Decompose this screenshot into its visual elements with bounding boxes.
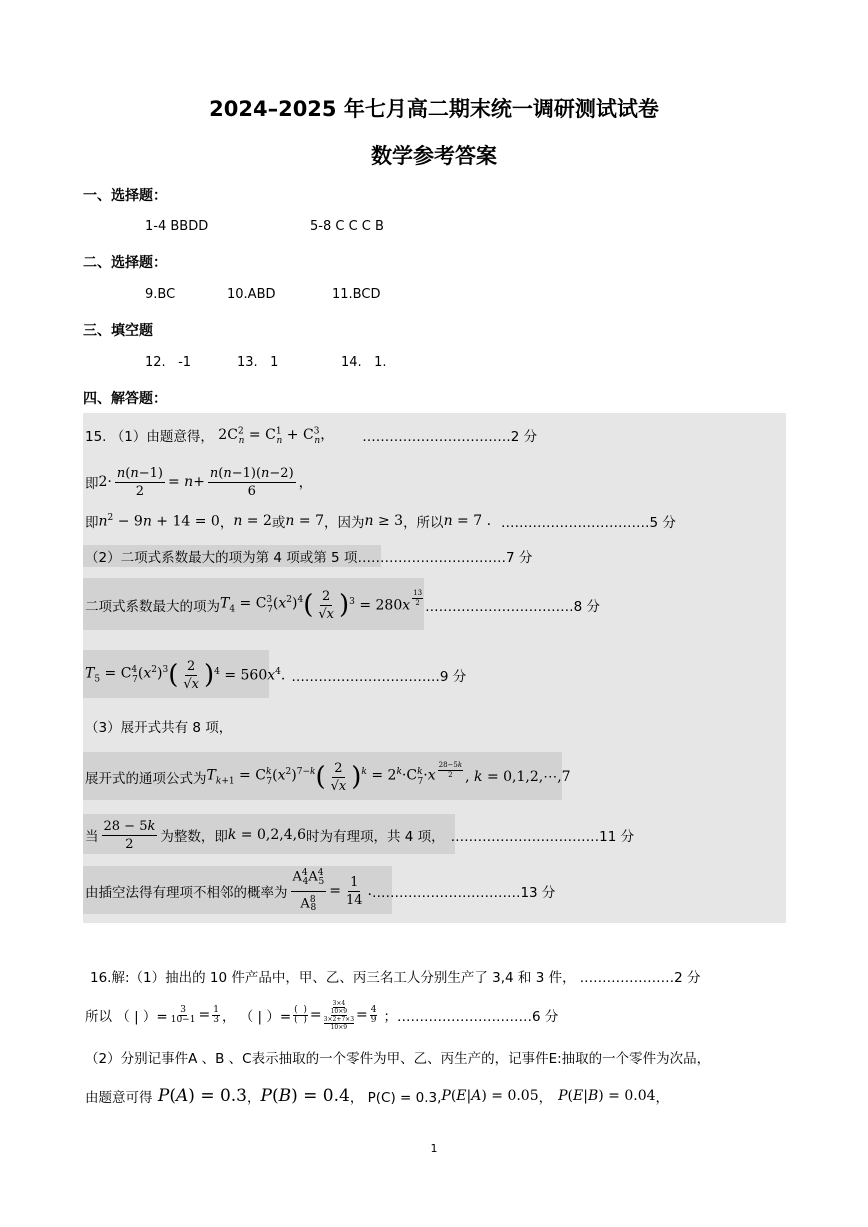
math: ): [204, 660, 215, 690]
math: $^4 = 560x^4$.: [214, 666, 286, 684]
solution-line: [85, 1083, 669, 1109]
score-marker: ……………………………9 分: [291, 669, 467, 685]
page-number: 1: [430, 1142, 438, 1155]
math: = n+: [167, 474, 205, 490]
score-marker: ；…………………………6 分: [383, 1009, 559, 1025]
answer-item: 5-8 C C C B: [310, 219, 384, 234]
math: n = 7: [285, 513, 324, 529]
page-subtitle: 数学参考答案: [371, 144, 497, 168]
math: $T_5 = C^4_7(x^2)^3$: [85, 665, 169, 685]
solution-line: [85, 997, 558, 1033]
math: n = 7 .: [443, 513, 492, 529]
solution-line: [85, 754, 571, 800]
math: (: [315, 762, 326, 792]
math-fraction: $\frac{n(n-1)(n-2)}{6}$: [209, 465, 294, 499]
text: 时为有理项，共 4 项，: [305, 829, 445, 845]
score-marker: ……………………………11 分: [450, 829, 635, 845]
math: k = 0,2,4,6: [227, 827, 306, 843]
math: (: [303, 590, 314, 620]
solution-line: [85, 461, 313, 503]
math: P(E|A) = 0.05: [441, 1088, 539, 1104]
text: （3）展开式共有 8 项，: [85, 720, 233, 736]
math: $T_{k+1} = C^k_7(x^2)^{7-k}$: [206, 767, 316, 787]
score-marker: ……………………………7 分: [357, 550, 533, 566]
math-fraction: $\frac{13}{2}$: [413, 588, 423, 607]
text: 即: [85, 515, 99, 531]
solution-line: [85, 545, 532, 567]
math: , k = 0,1,2,⋯,7: [465, 769, 571, 785]
solution-line: [85, 868, 555, 914]
text: 展开式的通项公式为: [85, 771, 207, 787]
answer-item: 11.BCD: [332, 287, 381, 302]
math: .: [367, 883, 372, 899]
math: P(B) = 0.4: [260, 1086, 350, 1106]
math: (: [168, 660, 179, 690]
math: ，: [298, 475, 313, 491]
answer-item: 1-4 BBDD: [145, 219, 209, 234]
math-fraction: $\frac{1}{3}$: [213, 1004, 219, 1025]
math: n = 2: [233, 513, 272, 529]
math: 2·: [98, 474, 112, 490]
text: ， （ | ）=: [221, 1009, 292, 1025]
math: P(A) = 0.3: [157, 1086, 248, 1106]
math-fraction: $\frac{28-5k}{2}$: [438, 760, 463, 779]
math: $n^2 - 9n + 14 = 0$: [98, 512, 220, 530]
math: $2C^2_n = C^1_n + C^3_n$，: [213, 426, 335, 446]
text: （2）分别记事件A 、B 、C表示抽取的一个零件为甲、乙、丙生产的，记事件E:抽取的一个零件为次品，: [85, 1051, 711, 1067]
math-fraction: $\frac{( )}{( )}$: [294, 1004, 307, 1025]
math: ): [351, 762, 362, 792]
math: =: [329, 883, 341, 899]
answer-item: 13. 1: [237, 355, 279, 370]
math: =: [309, 1007, 322, 1023]
section-heading: 一、选择题：: [83, 188, 167, 204]
text: ，: [655, 1090, 670, 1106]
math: P(E|B) = 0.04: [558, 1088, 656, 1104]
solution-line: [90, 965, 700, 987]
text: ，: [219, 515, 234, 531]
text: 二项式系数最大的项为: [85, 599, 220, 615]
math-fraction: $\frac{2}{√x}$: [183, 658, 199, 692]
math-fraction: $\frac{1}{14}$: [345, 874, 363, 908]
text: 为整数，即: [160, 829, 228, 845]
math-fraction: $\frac{4}{9}$: [370, 1004, 377, 1025]
text: ，因为: [323, 515, 365, 531]
text: 由插空法得有理项不相邻的概率为: [85, 885, 288, 901]
math-fraction: $\frac{n(n-1)}{2}$: [116, 465, 163, 499]
math: =: [356, 1007, 368, 1023]
section-heading: 三、填空题: [83, 323, 153, 339]
text: ，所以: [403, 515, 444, 531]
math-fraction: 3×4 10×9 3×2+7×3 10×9: [323, 999, 355, 1031]
text: 由题意可得: [85, 1090, 153, 1106]
score-marker: …………………2 分: [579, 970, 701, 986]
score-marker: ……………………………8 分: [425, 599, 600, 615]
score-marker: ……………………………13 分: [371, 885, 556, 901]
math: $^3$ = 280x: [349, 596, 411, 614]
math: $T_4 = C^3_7(x^2)^4$: [220, 595, 304, 615]
math: =: [198, 1007, 211, 1023]
page-title: 2024–2025 年七月高二期末统一调研测试试卷: [209, 97, 659, 121]
text: 所以 （ | ）=: [85, 1009, 168, 1025]
section-heading: 四、解答题：: [83, 391, 167, 407]
text: 当: [85, 829, 99, 845]
text: ，: [247, 1090, 261, 1106]
text: 16.解:（1）抽出的 10 件产品中，甲、乙、丙三名工人分别生产了 3,4 和 3 件，: [90, 970, 576, 986]
solution-line: [85, 715, 232, 737]
answer-item: 10.ABD: [227, 287, 276, 302]
text: ，: [538, 1090, 553, 1106]
math-fraction: $\frac{2}{√x}$: [330, 760, 347, 794]
solution-line: [85, 424, 537, 446]
answer-item: 12. -1: [145, 355, 192, 370]
answer-item: 9.BC: [145, 287, 176, 302]
solution-line: [85, 815, 634, 855]
solution-line: [85, 652, 466, 698]
text: 即: [85, 476, 99, 492]
section-heading: 二、选择题：: [83, 255, 167, 271]
math-fraction: $\frac{A^4_4A^4_5}{A^8_8}$: [291, 865, 327, 918]
solution-line: [85, 1046, 710, 1068]
math: $^k = 2^k\cdot C^k_7\cdot x$: [361, 767, 436, 787]
solution-line: [85, 510, 676, 532]
text: 15. （1）由题意得，: [85, 429, 214, 445]
text: （2）二项式系数最大的项为第 4 项或第 5 项: [85, 550, 358, 566]
math-fraction: $\frac{3}{10-1}$: [170, 1004, 196, 1025]
text: ， P(C) = 0.3,: [349, 1090, 442, 1106]
math-fraction: $\frac{28 - 5k}{2}$: [103, 818, 156, 852]
score-marker: ……………………………5 分: [501, 515, 676, 531]
answer-item: 14. 1.: [341, 355, 387, 370]
math: n ≥ 3: [364, 513, 404, 529]
text: 或: [271, 515, 286, 531]
score-marker: ……………………………2 分: [362, 429, 538, 445]
math-fraction: $\frac{2}{√x}$: [318, 588, 334, 622]
math: ): [339, 590, 350, 620]
solution-line: [85, 580, 600, 630]
